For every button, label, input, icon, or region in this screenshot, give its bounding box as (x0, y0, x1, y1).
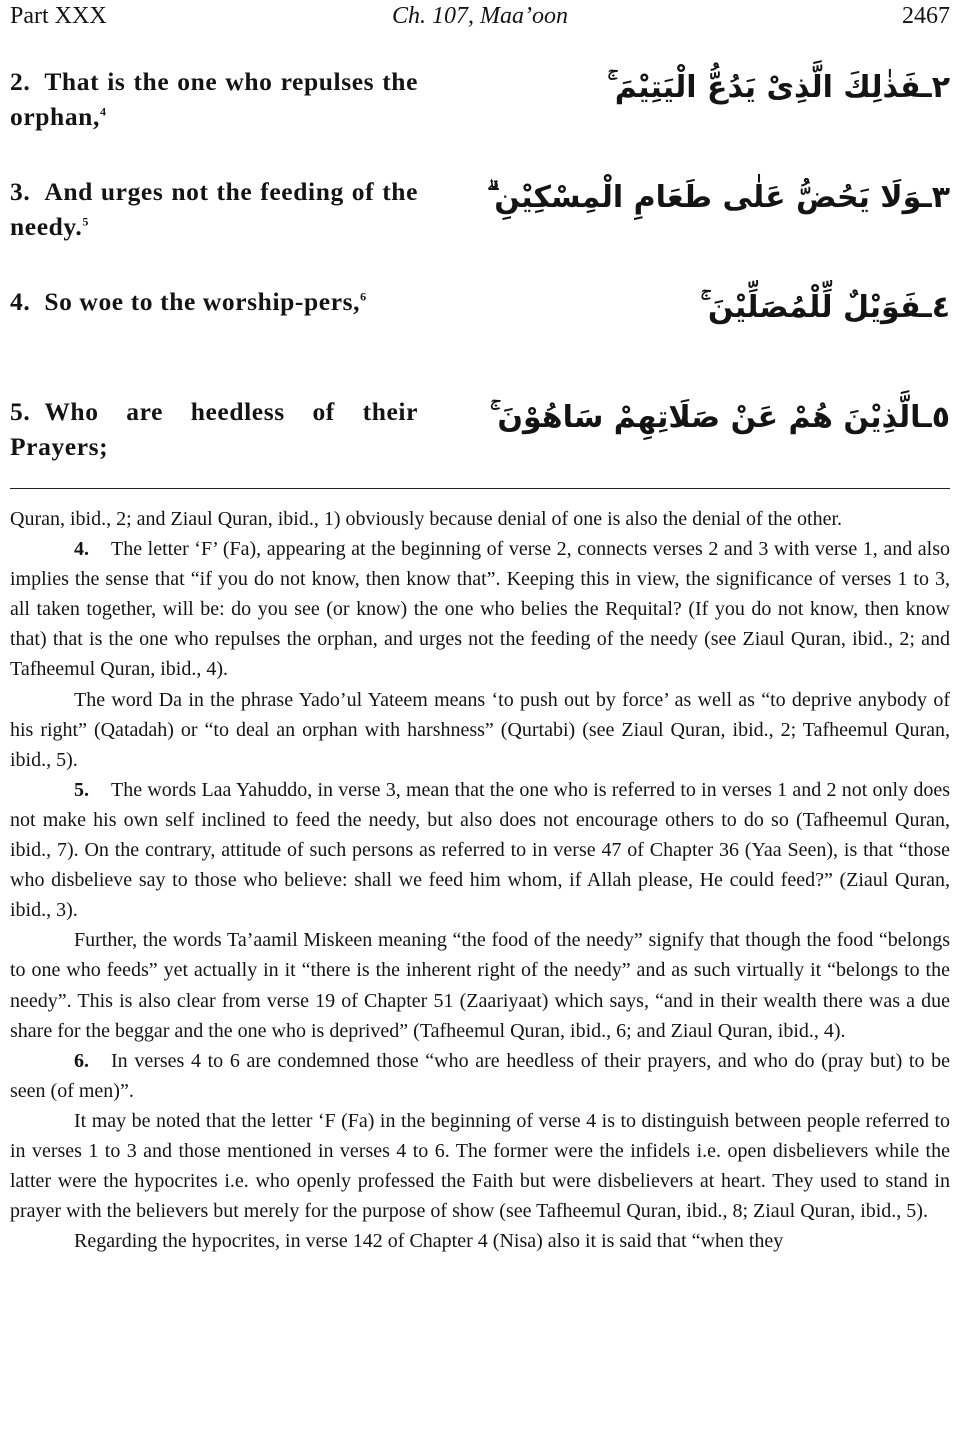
footnote-ref: 5 (82, 214, 89, 229)
verse-translation (10, 174, 418, 244)
footnote-ref: 4 (99, 104, 107, 119)
verse-translation (10, 284, 418, 319)
note-text: The letter ‘F’ (Fa), appearing at the beginning of verse 2, connects verses 2 and 3 with verse 1, and also implies the sense that “if you do not know, then know that”. Keeping this in view, the significance of verses 1 to 3, all taken together, will be: do you see (or know) the one who belies the Requital? (If you do not know, then know that) that is the one who repulses the orphan, and urges not the feeding of the needy (see Ziaul Quran, ibid., 2; and Tafheemul Quran, ibid., 4). (10, 538, 950, 681)
note-text: The words Laa Yahuddo, in verse 3, mean that the one who is referred to in verses 1 and 2 not only does not make his own self inclined to feed the needy, but also does not encourage others to do so (Tafheemul Quran, ibid., 7). On the contrary, attitude of such persons as referred to in verse 47 of Chapter 36 (Yaa Seen), is that “those who disbelieve say to those who believe: shall we feed him whom, if Allah please, He could feed?” (Ziaul Quran, ibid., 3). (10, 778, 950, 922)
verse-translation (10, 64, 418, 134)
part-label: Part XXX (10, 3, 107, 29)
note-paragraph: Regarding the hypocrites, in verse 142 of Chapter 4 (Nisa) also it is said that “when they (74, 1230, 784, 1253)
note-paragraph: Quran, ibid., 2; and Ziaul Quran, ibid., 1) obviously because denial of one is also the denial of the other. (10, 508, 843, 530)
verse-translation (10, 394, 418, 464)
page-header (0, 0, 960, 34)
footnote-ref: 6 (360, 289, 367, 304)
page-number: 2467 (902, 3, 950, 29)
footnote-4 (10, 534, 950, 684)
commentary (10, 504, 950, 1256)
footnote-number: 5. (74, 778, 89, 801)
footnote-number: 6. (74, 1049, 89, 1072)
note-text: In verses 4 to 6 are condemned those “who are heedless of their prayers, and who do (pray but) to be seen (of men)”. (10, 1049, 950, 1102)
note-paragraph: Further, the words Ta’aamil Miskeen meaning “the food of the needy” signify that though the food “belongs to one who feeds” yet actually in it “there is the inherent right of the needy” and as such virtually it “belongs to the needy”. This is also clear from verse 19 of Chapter 51 (Zaariyaat) which says, “and in their wealth there was a due share for the beggar and the one who is deprived” (Tafheemul Quran, ibid., 6; and Ziaul Quran, ibid., 4). (10, 929, 950, 1042)
verse-number: 2. (10, 67, 31, 96)
verse-text: So woe to the worship-pers, (44, 287, 361, 316)
footnote-5 (10, 775, 950, 925)
note-paragraph: It may be noted that the letter ‘F (Fa) in the beginning of verse 4 is to distinguish between people referred to in verses 1 to 3 and those mentioned in verses 4 to 6. The former were the infidels i.e. open disbelievers while the latter were the hypocrites i.e. who openly professed the Faith but were disbelievers at heart. They used to stand in prayer with the believers but merely for the purpose of show (see Tafheemul Quran, ibid., 8; Ziaul Quran, ibid., 5). (10, 1109, 950, 1223)
verse-number: 5. (10, 397, 31, 426)
verse-number: 3. (10, 177, 31, 206)
chapter-title: Ch. 107, Maa’oon (392, 3, 568, 29)
note-paragraph: The word Da in the phrase Yado’ul Yateem means ‘to push out by force’ as well as “to deprive anybody of his right” (Qatadah) or “to deal an orphan with harshness” (Qurtabi) (see Ziaul Quran, ibid., 2; Tafheemul Quran, ibid., 5). (10, 688, 950, 771)
verse-arabic: ٢ـفَذٰلِكَ الَّذِىْ يَدُعُّ الْيَتِيْمَ ۚ (607, 70, 950, 105)
verse-number: 4. (10, 287, 31, 316)
footnote-6 (10, 1046, 950, 1106)
verse-text: That is the one who repulses the orphan, (10, 67, 418, 131)
verse-text: Who are heedless of their Prayers; (10, 397, 418, 461)
footnote-number: 4. (74, 538, 89, 561)
verse-text: And urges not the feeding of the needy. (10, 177, 418, 241)
verse-arabic: ٤ـفَوَيْلٌ لِّلْمُصَلِّيْنَ ۚ (700, 290, 950, 325)
section-divider (10, 488, 950, 489)
verse-arabic: ٣ـوَلَا يَحُضُّ عَلٰى طَعَامِ الْمِسْكِيْنِ ۗ (486, 180, 950, 215)
verse-arabic: ٥ـالَّذِيْنَ هُمْ عَنْ صَلَاتِهِمْ سَاهُوْنَ ۚ (489, 400, 950, 435)
